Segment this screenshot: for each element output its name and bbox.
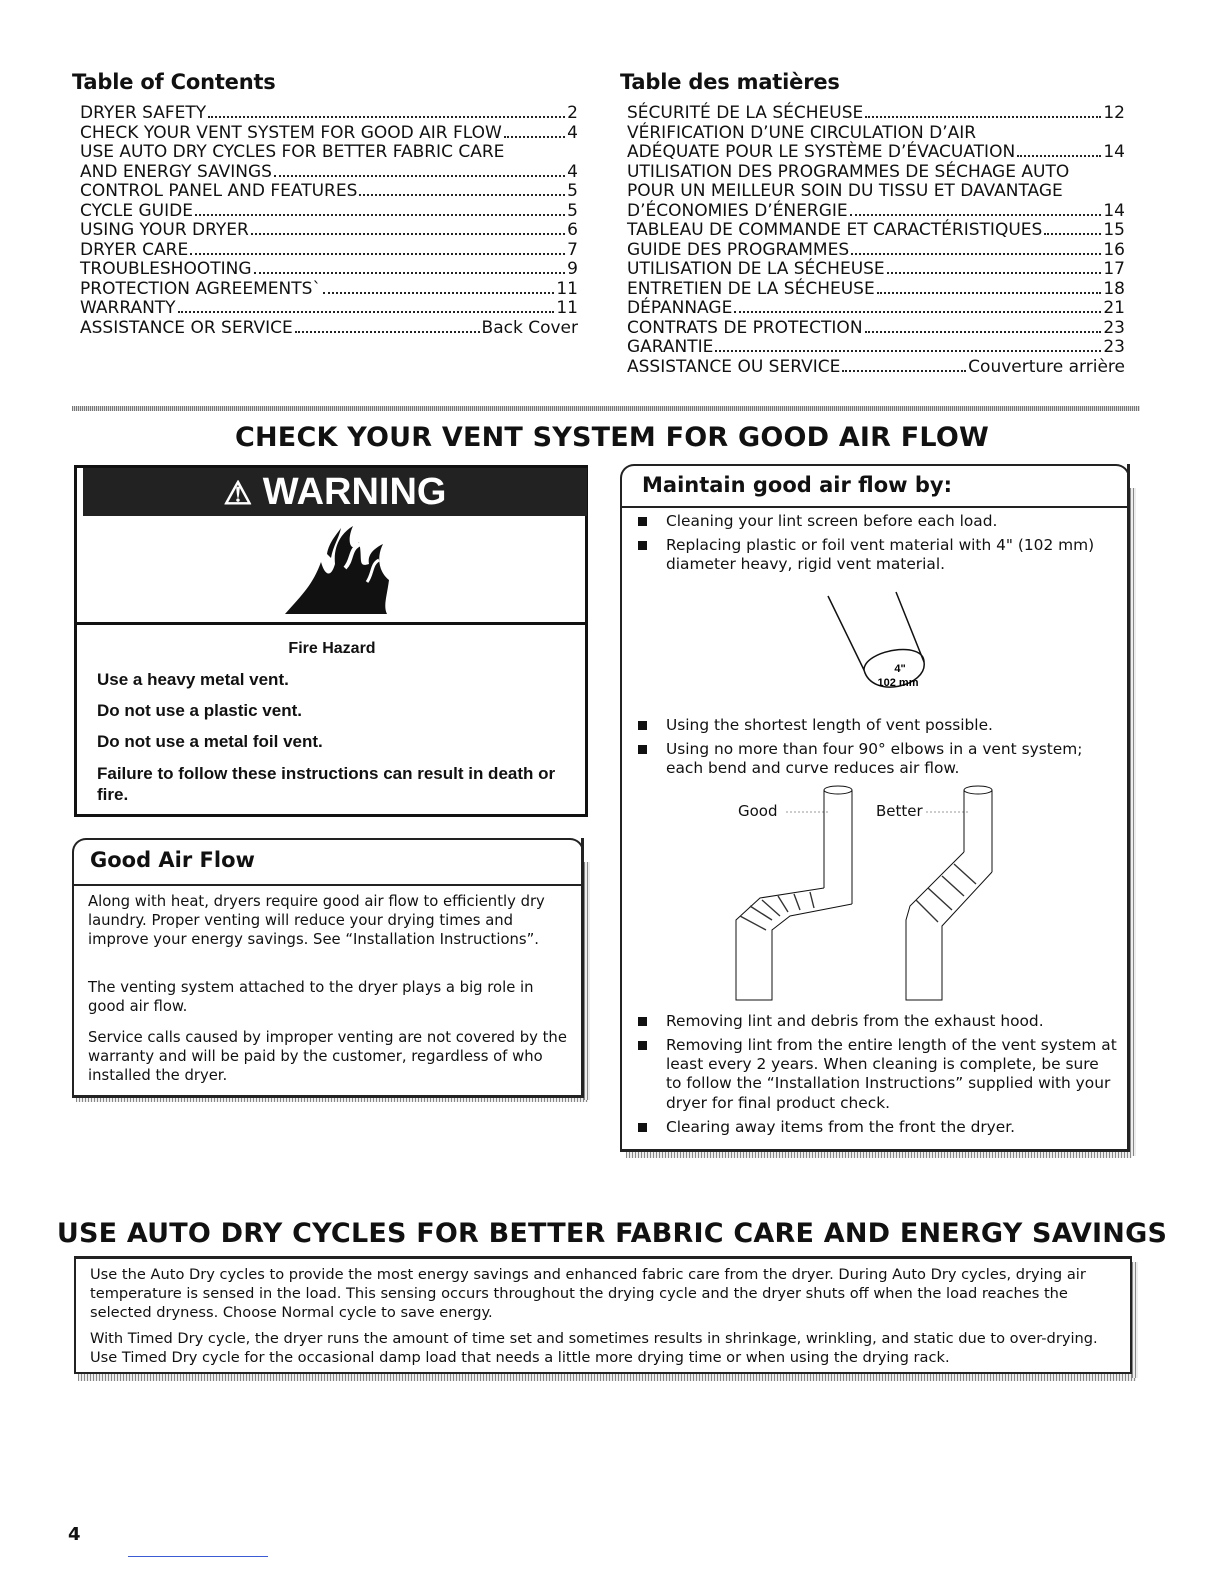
- footer-line: [128, 1556, 268, 1557]
- bullet-item: Clearing away items from the front the dryer.: [638, 1118, 1118, 1137]
- warning-triangle-icon: ⚠: [223, 475, 253, 511]
- toc-item[interactable]: UTILISATION DE LA SÉCHEUSE 17: [627, 259, 1125, 279]
- warning-box: [74, 465, 588, 817]
- toc-title-fr: Table des matières: [620, 70, 840, 94]
- toc-item[interactable]: CYCLE GUIDE 5: [80, 200, 578, 221]
- toc-item[interactable]: GARANTIE 23: [627, 337, 1125, 357]
- paragraph: Use the Auto Dry cycles to provide the most energy savings and enhanced fabric care from the dryer. During Auto Dry cycles, drying air temperature is sensed in the load. This sensing occurs throughout the drying cycle and the dryer shuts off when the load reaches the selected dryness. Choose Normal cycle to save energy.: [90, 1266, 1086, 1322]
- toc-item[interactable]: USING YOUR DRYER 6: [80, 220, 578, 240]
- toc-item[interactable]: CHECK YOUR VENT SYSTEM FOR GOOD AIR FLOW 4: [80, 122, 578, 143]
- panel-shadow: [1130, 488, 1136, 1156]
- bullet-item: Using no more than four 90° elbows in a vent system; each bend and curve reduces air flow.: [638, 740, 1118, 778]
- toc-title-en: Table of Contents: [72, 70, 276, 94]
- toc-item[interactable]: GUIDE DES PROGRAMMES 16: [627, 239, 1125, 260]
- paragraph: With Timed Dry cycle, the dryer runs the amount of time set and sometimes results in shrinkage, wrinkling, and static due to over-drying. Use Timed Dry cycle for the occasional damp load that needs a little more drying time or when using the drying rack.: [90, 1330, 1098, 1367]
- toc-list-fr: [627, 104, 1125, 377]
- toc-item[interactable]: PROTECTION AGREEMENTS` 11: [80, 278, 578, 299]
- good-label: Good: [738, 802, 778, 820]
- toc-item[interactable]: CONTRATS DE PROTECTION 23: [627, 317, 1125, 338]
- toc-list-en: [80, 104, 578, 338]
- page-number: 4: [68, 1524, 81, 1545]
- diameter-mm-label: 102 mm: [877, 677, 919, 689]
- toc-item[interactable]: ASSISTANCE OR SERVICE Back Cover: [80, 317, 578, 338]
- toc-item[interactable]: ENTRETIEN DE LA SÉCHEUSE 18: [627, 278, 1125, 299]
- toc-item[interactable]: WARRANTY 11: [80, 298, 578, 318]
- toc-item[interactable]: TROUBLESHOOTING 9: [80, 259, 578, 279]
- warning-line: Failure to follow these instructions can result in death or fire.: [97, 764, 556, 804]
- toc-item[interactable]: DRYER SAFETY 2: [80, 103, 578, 123]
- bullet-item: Cleaning your lint screen before each load.: [638, 512, 1118, 531]
- bullet-item: Removing lint from the entire length of the vent system at least every 2 years. When cleaning is complete, be sure to follow the “Installation Instructions” supplied with your dryer for final product check.: [638, 1036, 1118, 1113]
- auto-dry-section-title: USE AUTO DRY CYCLES FOR BETTER FABRIC CARE AND ENERGY SAVINGS: [56, 1218, 1168, 1249]
- bullet-item: Replacing plastic or foil vent material with 4" (102 mm) diameter heavy, rigid vent material.: [638, 536, 1118, 574]
- vent-diameter-diagram: [820, 590, 960, 702]
- bullet-item: Removing lint and debris from the exhaust hood.: [638, 1012, 1118, 1031]
- panel-shadow: [626, 1152, 1132, 1158]
- panel-shadow: [584, 862, 590, 1100]
- warning-label: WARNING: [262, 471, 447, 513]
- toc-item[interactable]: DÉPANNAGE 21: [627, 298, 1125, 318]
- bullet-item: Using the shortest length of vent possible.: [638, 716, 1118, 735]
- diameter-inches-label: 4": [894, 663, 906, 675]
- fire-icon: [283, 524, 393, 616]
- panel-title: Maintain good air flow by:: [620, 464, 1130, 508]
- hazard-title: Fire Hazard: [288, 640, 376, 657]
- toc-item[interactable]: VÉRIFICATION D’UNE CIRCULATION D’AIR ADÉQUATE POUR LE SYSTÈME D’ÉVACUATION 14: [627, 122, 1125, 162]
- section-divider: [72, 406, 1140, 411]
- paragraph: Along with heat, dryers require good air flow to efficiently dry laundry. Proper venting will reduce your drying times and improve your energy savings. See “Installation Instructions”.: [88, 893, 545, 949]
- auto-dry-box: [74, 1256, 1132, 1374]
- warning-line: Do not use a metal foil vent.: [97, 732, 323, 751]
- warning-line: Do not use a plastic vent.: [97, 701, 302, 720]
- paragraph: The venting system attached to the dryer plays a big role in good air flow.: [88, 979, 534, 1016]
- panel-shadow: [78, 1374, 1136, 1381]
- panel-title: Good Air Flow: [72, 838, 584, 886]
- toc-item[interactable]: TABLEAU DE COMMANDE ET CARACTÉRISTIQUES 15: [627, 220, 1125, 240]
- toc-item[interactable]: ASSISTANCE OU SERVICE Couverture arrière: [627, 356, 1125, 377]
- paragraph: Service calls caused by improper venting are not covered by the warranty and will be paid by the customer, regardless of who installed the dryer.: [88, 1029, 567, 1085]
- elbow-comparison-diagram: [730, 784, 1020, 1006]
- toc-item[interactable]: UTILISATION DES PROGRAMMES DE SÉCHAGE AUTO POUR UN MEILLEUR SOIN DU TISSU ET DAVANTAGE D’ÉCONOMIES D’ÉNERGIE 14: [627, 161, 1125, 221]
- warning-line: Use a heavy metal vent.: [97, 670, 289, 689]
- toc-item[interactable]: DRYER CARE 7: [80, 239, 578, 260]
- toc-item[interactable]: CONTROL PANEL AND FEATURES 5: [80, 181, 578, 201]
- better-label: Better: [876, 802, 923, 820]
- maintain-air-flow-panel: [620, 464, 1130, 1152]
- warning-header: [83, 468, 587, 516]
- vent-section-title: CHECK YOUR VENT SYSTEM FOR GOOD AIR FLOW: [235, 422, 989, 453]
- good-air-flow-panel: [72, 838, 584, 1098]
- toc-item[interactable]: SÉCURITÉ DE LA SÉCHEUSE 12: [627, 103, 1125, 123]
- warning-divider: [77, 622, 585, 625]
- toc-item[interactable]: USE AUTO DRY CYCLES FOR BETTER FABRIC CARE AND ENERGY SAVINGS 4: [80, 142, 578, 182]
- panel-shadow: [1132, 1262, 1138, 1378]
